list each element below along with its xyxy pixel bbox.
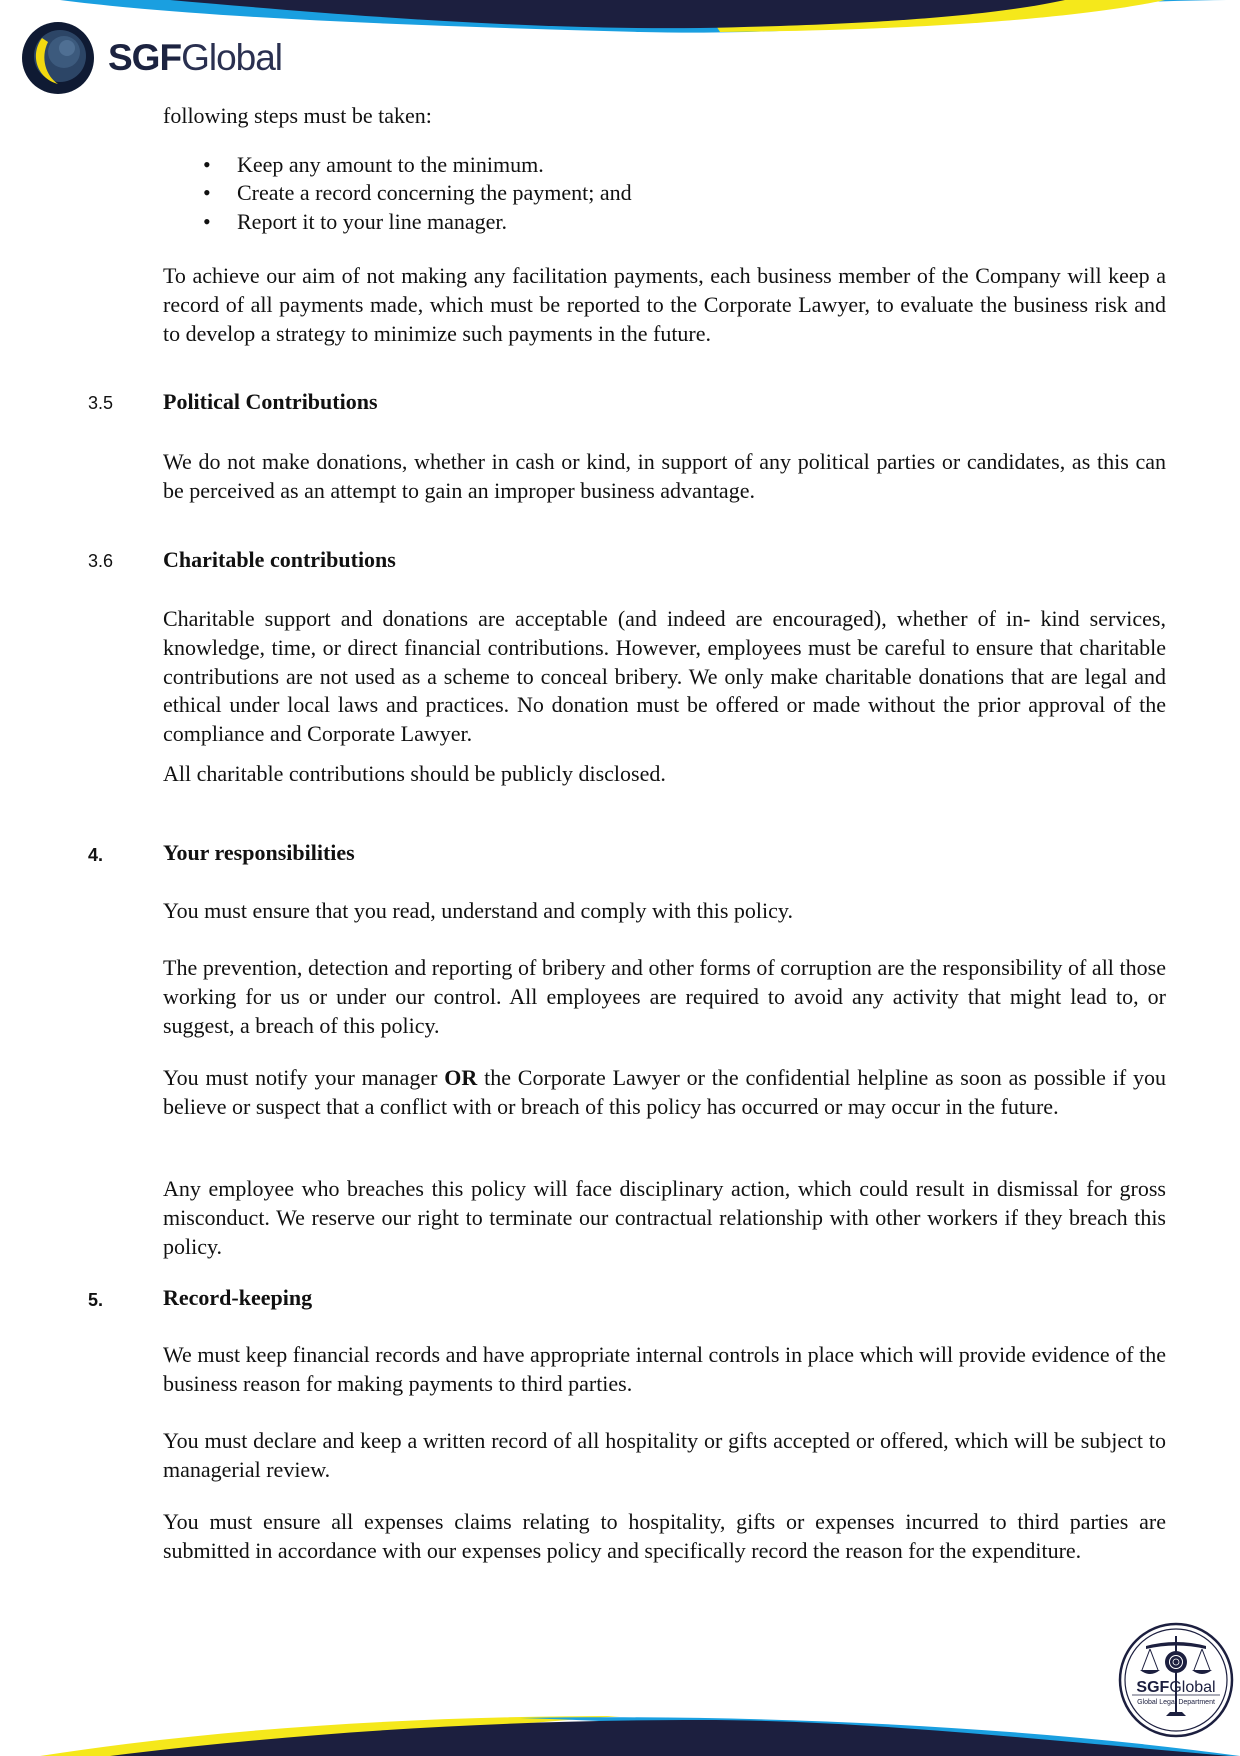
list-item-text: Report it to your line manager. <box>237 208 508 234</box>
notify-text-before: You must notify your manager <box>163 1065 445 1090</box>
section-number: 4. <box>88 845 104 865</box>
sgf-globe-logo-icon <box>20 20 96 96</box>
section-paragraph: You must ensure all expenses claims relating to hospitality, gifts or expenses incurred to third parties are submitted in accordance with our expenses policy and specifically record the reason for the expenditure. <box>163 1509 1166 1563</box>
bullet-icon: • <box>203 208 211 234</box>
company-logo <box>20 20 282 96</box>
section-paragraph: You must ensure that you read, understand and comply with this policy. <box>163 898 793 923</box>
section-title: Political Contributions <box>163 389 378 414</box>
list-item-text: Keep any amount to the minimum. <box>237 152 544 177</box>
list-item <box>163 179 632 207</box>
seal-department-label: Global Legal Department <box>1137 1699 1215 1706</box>
notify-text-after: the Corporate Lawyer or the confidential helpline as soon as possible if you believe or suspect that a conflict with or breach of this policy has occurred or may occur in the future. <box>163 1065 1166 1119</box>
notify-paragraph <box>163 1064 1166 1122</box>
list-item <box>163 208 632 236</box>
section-paragraph: All charitable contributions should be publicly disclosed. <box>163 761 666 786</box>
section-paragraph: Charitable support and donations are acceptable (and indeed are encouraged), whether of in- kind services, knowledge, time, or direct financial contributions. However, employees must be careful to ensure that charitable contributions are not used as a scheme to conceal bribery. We only make charitable donations that are legal and ethical under local laws and practices. No donation must be offered or made without the prior approval of the compliance and Corporate Lawyer. <box>163 606 1166 747</box>
brand-name-bold: SGF <box>108 37 182 78</box>
section-paragraph: We must keep financial records and have appropriate internal controls in place which will provide evidence of the business reason for making payments to third parties. <box>163 1342 1166 1396</box>
section-paragraph: We do not make donations, whether in cash or kind, in support of any political parties or candidates, as this can be perceived as an attempt to gain an improper business advantage. <box>163 449 1166 503</box>
bullet-icon: • <box>203 180 211 206</box>
seal-brand-bold: SGF <box>1136 1679 1170 1696</box>
steps-list <box>163 151 632 236</box>
bullet-icon: • <box>203 152 211 177</box>
list-item <box>163 151 632 179</box>
section-paragraph: You must declare and keep a written record of all hospitality or gifts accepted or offered, which will be subject to managerial review. <box>163 1428 1166 1482</box>
intro-line: following steps must be taken: <box>163 103 432 128</box>
svg-text:SGFGlobal <box>1136 1679 1215 1696</box>
footer-wave-decoration <box>0 1716 1240 1756</box>
notify-emphasis: OR <box>444 1065 478 1090</box>
facilitation-paragraph: To achieve our aim of not making any facilitation payments, each business member of the Company will keep a record of all payments made, which must be reported to the Corporate Lawyer, to evaluate the business risk and to develop a strategy to minimize such payments in the future. <box>163 263 1166 346</box>
section-title: Charitable contributions <box>163 547 396 572</box>
brand-name <box>108 37 282 79</box>
brand-name-light: Global <box>181 37 283 78</box>
section-paragraph: Any employee who breaches this policy will face disciplinary action, which could result in dismissal for gross misconduct. We reserve our right to terminate our contractual relationship with other workers if they breach this policy. <box>163 1176 1166 1259</box>
seal-brand-light: Global <box>1169 1679 1216 1696</box>
list-item-text: Create a record concerning the payment; and <box>237 180 632 206</box>
section-paragraph: The prevention, detection and reporting of bribery and other forms of corruption are the responsibility of all those working for us or under our control. All employees are required to avoid any activity that might lead to, or suggest, a breach of this policy. <box>163 955 1166 1038</box>
section-number: 5. <box>88 1290 104 1310</box>
section-number: 3.6 <box>88 551 114 571</box>
section-title: Record-keeping <box>163 1285 313 1310</box>
section-title: Your responsibilities <box>163 840 355 865</box>
section-number: 3.5 <box>88 393 114 413</box>
